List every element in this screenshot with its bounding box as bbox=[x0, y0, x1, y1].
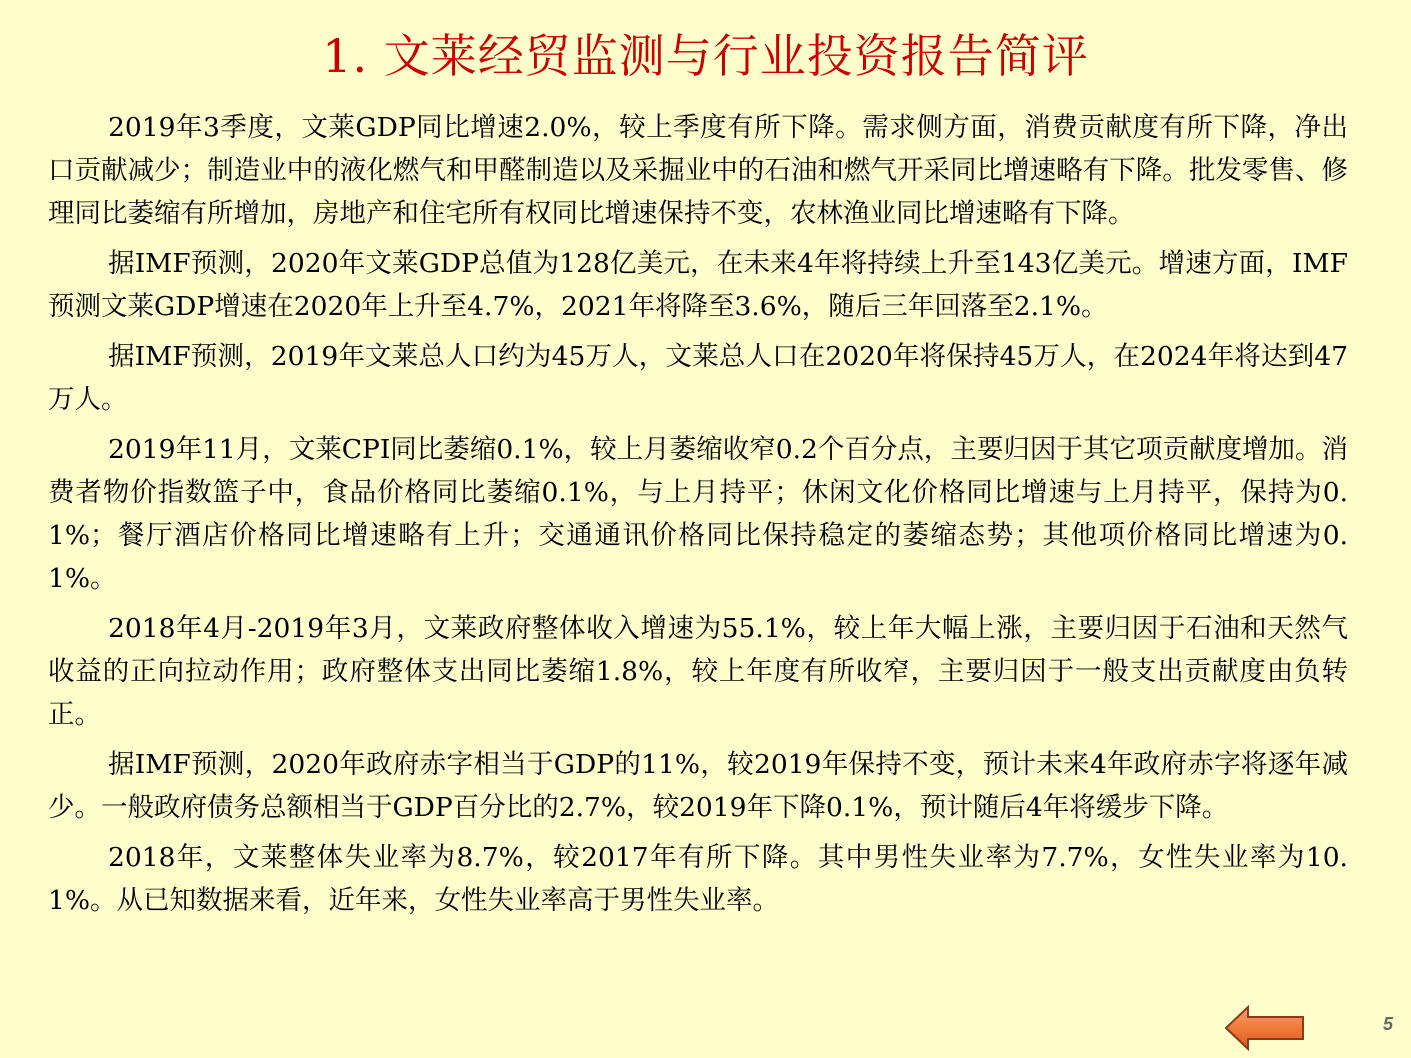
paragraph-government-revenue: 2018年4月-2019年3月，文莱政府整体收入增速为55.1%，较上年大幅上涨，主要归因于石油和天然气收益的正向拉动作用；政府整体支出同比萎缩1.8%，较上年度有所收窄，主要归因于一般支出贡献度由负转正。 bbox=[48, 613, 1348, 730]
left-arrow-icon[interactable] bbox=[1224, 1005, 1306, 1051]
body-text bbox=[48, 106, 1348, 929]
paragraph-gdp-q3: 2019年3季度，文莱GDP同比增速2.0%，较上季度有所下降。需求侧方面，消费贡献度有所下降，净出口贡献减少；制造业中的液化燃气和甲醛制造以及采掘业中的石油和燃气开采同比增速略有下降。批发零售、修理同比萎缩有所增加，房地产和住宅所有权同比增速保持不变，农林渔业同比增速略有下降。 bbox=[48, 112, 1348, 229]
paragraph-government-deficit: 据IMF预测，2020年政府赤字相当于GDP的11%，较2019年保持不变，预计未来4年政府赤字将逐年减少。一般政府债务总额相当于GDP百分比的2.7%，较2019年下降0.1%，预计随后4年将缓步下降。 bbox=[48, 749, 1348, 823]
slide-title: 1. 文莱经贸监测与行业投资报告简评 bbox=[322, 29, 1089, 83]
paragraph-cpi: 2019年11月，文莱CPI同比萎缩0.1%，较上月萎缩收窄0.2个百分点，主要归因于其它项贡献度增加。消费者物价指数篮子中，食品价格同比萎缩0.1%，与上月持平；休闲文化价格同比增速与上月持平，保持为0.1%；餐厅酒店价格同比增速略有上升；交通通讯价格同比保持稳定的萎缩态势；其他项价格同比增速为0.1%。 bbox=[48, 434, 1348, 594]
paragraph-gdp-forecast: 据IMF预测，2020年文莱GDP总值为128亿美元，在未来4年将持续上升至143亿美元。增速方面，IMF预测文莱GDP增速在2020年上升至4.7%，2021年将降至3.6%，随后三年回落至2.1%。 bbox=[48, 248, 1348, 322]
paragraph-population: 据IMF预测，2019年文莱总人口约为45万人，文莱总人口在2020年将保持45万人，在2024年将达到47万人。 bbox=[48, 341, 1348, 415]
page-number: 5 bbox=[1382, 1014, 1393, 1034]
paragraph-unemployment: 2018年，文莱整体失业率为8.7%，较2017年有所下降。其中男性失业率为7.7%，女性失业率为10.1%。从已知数据来看，近年来，女性失业率高于男性失业率。 bbox=[48, 842, 1348, 916]
back-button[interactable] bbox=[1224, 1005, 1306, 1051]
